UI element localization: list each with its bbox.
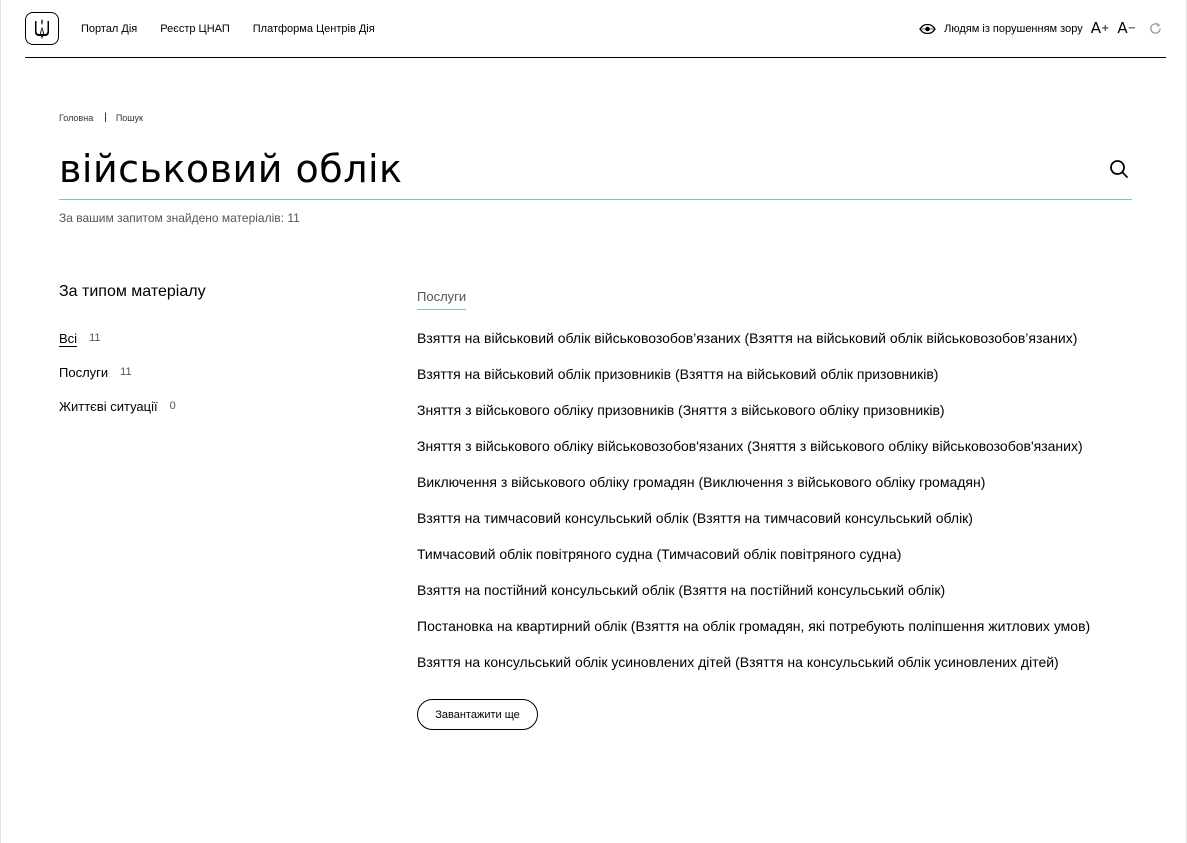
result-link[interactable]: Взяття на військовий облік військовозобов’язаних (Взяття на військовий облік військовозобов’язаних) bbox=[417, 330, 1078, 346]
search-bar bbox=[59, 138, 1132, 200]
tab-services[interactable]: Послуги bbox=[417, 289, 466, 310]
result-link[interactable]: Постановка на квартирний облік (Взяття на облік громадян, які потребують поліпшення житлових умов) bbox=[417, 618, 1091, 634]
filter-services[interactable] bbox=[59, 362, 379, 382]
result-link[interactable]: Взяття на тимчасовий консульський облік (Взяття на тимчасовий консульський облік) bbox=[417, 510, 973, 526]
list-item bbox=[417, 581, 1137, 600]
list-item bbox=[417, 329, 1137, 348]
reset-settings-button[interactable] bbox=[1146, 19, 1164, 39]
nav-diia-centers-platform[interactable]: Платформа Центрів Дія bbox=[252, 22, 375, 35]
list-item bbox=[417, 365, 1137, 384]
home-logo-button[interactable] bbox=[25, 12, 59, 45]
list-item bbox=[417, 617, 1137, 636]
nav-cnap-registry[interactable]: Реєстр ЦНАП bbox=[160, 22, 230, 35]
list-item bbox=[417, 545, 1137, 564]
filters-title: За типом матеріалу bbox=[59, 283, 206, 300]
filter-label: Послуги bbox=[59, 364, 109, 380]
filter-count: 11 bbox=[120, 366, 132, 378]
main-nav bbox=[81, 23, 375, 35]
refresh-icon bbox=[1149, 22, 1162, 35]
eye-icon bbox=[919, 24, 936, 34]
search-result-count: За вашим запитом знайдено матеріалів: 11 bbox=[59, 211, 300, 225]
search-input[interactable] bbox=[59, 139, 1108, 199]
visually-impaired-label: Людям із порушенням зору bbox=[944, 22, 1083, 35]
result-link[interactable]: Взяття на військовий облік призовників (Взяття на військовий облік призовників) bbox=[417, 366, 939, 382]
load-more-button[interactable]: Завантажити ще bbox=[417, 699, 538, 730]
breadcrumb-separator: | bbox=[104, 112, 107, 123]
search-icon bbox=[1109, 159, 1129, 179]
breadcrumb-current: Пошук bbox=[115, 112, 143, 123]
list-item bbox=[417, 401, 1137, 420]
font-increase-button[interactable]: A + bbox=[1090, 19, 1110, 37]
search-button[interactable] bbox=[1108, 158, 1130, 180]
material-type-filters bbox=[59, 283, 379, 430]
filter-life-situations[interactable] bbox=[59, 396, 379, 416]
result-link[interactable]: Взяття на консульський облік усиновлених дітей (Взяття на консульський облік усиновлених дітей) bbox=[417, 654, 1059, 670]
trident-icon bbox=[33, 18, 51, 40]
result-link[interactable]: Виключення з військового обліку громадян (Виключення з військового обліку громадян) bbox=[417, 474, 986, 490]
nav-portal-diia[interactable]: Портал Дія bbox=[81, 22, 138, 35]
list-item bbox=[417, 653, 1137, 672]
list-item bbox=[417, 473, 1137, 492]
result-link[interactable]: Зняття з військового обліку військовозобов'язаних (Зняття з військового обліку військовозобов'язаних) bbox=[417, 438, 1083, 454]
filter-label: Всі bbox=[59, 330, 78, 346]
search-results bbox=[417, 288, 1137, 730]
top-header bbox=[25, 0, 1166, 58]
result-link[interactable]: Зняття з військового обліку призовників (Зняття з військового обліку призовників) bbox=[417, 402, 945, 418]
font-decrease-button[interactable]: A − bbox=[1117, 19, 1136, 37]
list-item bbox=[417, 509, 1137, 528]
result-link[interactable]: Взяття на постійний консульський облік (Взяття на постійний консульський облік) bbox=[417, 582, 946, 598]
filter-all[interactable] bbox=[59, 328, 379, 348]
filter-label: Життєві ситуації bbox=[59, 398, 158, 414]
breadcrumb bbox=[59, 112, 143, 123]
list-item bbox=[417, 437, 1137, 456]
filter-count: 0 bbox=[169, 400, 176, 412]
result-link[interactable]: Тимчасовий облік повітряного судна (Тимчасовий облік повітряного судна) bbox=[417, 546, 902, 562]
breadcrumb-home-link[interactable]: Головна bbox=[59, 112, 94, 123]
result-list bbox=[417, 329, 1137, 672]
accessibility-controls bbox=[919, 19, 1166, 39]
visually-impaired-mode-button[interactable] bbox=[919, 23, 1083, 35]
filter-count: 11 bbox=[89, 332, 101, 344]
